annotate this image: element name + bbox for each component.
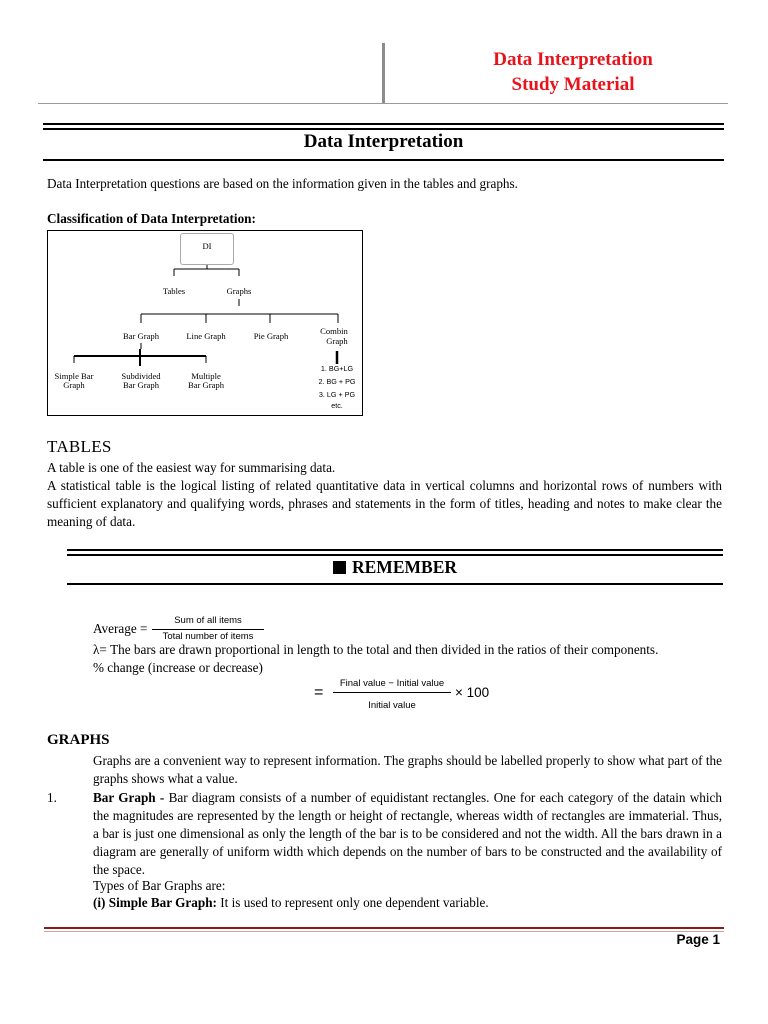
page-title: Data Interpretation [303, 131, 464, 152]
diagram-combo-1: 1. BG+LG [320, 364, 354, 373]
bar-graph-paragraph [93, 789, 722, 879]
remember-heading [67, 557, 723, 578]
average-denominator: Total number of items [162, 631, 254, 642]
tables-heading: TABLES [47, 437, 112, 456]
graphs-paragraph: Graphs are a convenient way to represent information. The graphs should be labelled properly to show what part of the graphs shows what a value. [93, 753, 722, 786]
intro-text: Data Interpretation questions are based on the information given in the tables and graphs. [47, 176, 518, 191]
footer-rule [44, 927, 724, 929]
percent-change-equals: = [314, 684, 324, 701]
classification-heading: Classification of Data Interpretation: [47, 211, 256, 226]
diagram-node-combin: Combin [320, 326, 348, 336]
percent-change-numerator: Final value − Initial value [339, 678, 445, 689]
page-number: Page 1 [676, 932, 720, 947]
diagram-combo-2: 2. BG + PG [318, 377, 356, 386]
diagram-node-multiple: Multiple [191, 371, 221, 381]
header-divider-horizontal [38, 103, 728, 104]
average-numerator: Sum of all items [174, 615, 242, 626]
percent-change-denominator: Initial value [368, 700, 416, 711]
footer-rule-shadow [44, 931, 724, 932]
lambda-line: λ= The bars are drawn proportional in length to the total and then divided in the ratios of their components. [93, 642, 659, 657]
diagram-combo-3: 3. LG + PG [318, 390, 356, 399]
percent-change-label: % change (increase or decrease) [93, 660, 263, 675]
diagram-node-combin-graph: Graph [326, 336, 348, 346]
tables-paragraph-1: A table is one of the easiest way for summarising data. [47, 460, 336, 475]
diagram-node-graphs: Graphs [226, 286, 252, 296]
average-label: Average = [93, 621, 148, 636]
simple-bar-graph-line [93, 894, 722, 912]
header-divider-vertical [382, 43, 385, 104]
header-title-line2: Study Material [511, 74, 635, 95]
graphs-heading: GRAPHS [47, 732, 110, 748]
title-rule-top [43, 123, 724, 130]
diagram-node-bar-graph: Bar Graph [122, 331, 160, 341]
diagram-node-simple-bar-graph: Graph [63, 380, 85, 390]
header-title-line1: Data Interpretation [493, 49, 653, 70]
average-fraction-bar [152, 629, 264, 630]
remember-rule-top [67, 549, 723, 556]
bar-graph-text: Bar diagram consists of a number of equidistant rectangles. One for each category of the datain which the magnitudes are represented by the length or height of rectangle, whereas width of rectangles are immaterial. Thus, a bar is just one dimensional as only the length of the bar is to be considered and not the width. All the bars drawn in a diagram are generally of uniform width which depends on the number of bars to be constructed and the availability of the space. [93, 790, 722, 877]
diagram-node-pie-graph: Pie Graph [253, 331, 289, 341]
simple-bar-graph-text: It is used to represent only one dependent variable. [216, 895, 489, 910]
diagram-node-line-graph: Line Graph [186, 331, 226, 341]
remember-heading-text: REMEMBER [352, 557, 457, 577]
diagram-node-multiple-bar: Bar Graph [187, 380, 225, 390]
percent-change-fraction-bar [333, 692, 451, 693]
simple-bar-graph-title: (i) Simple Bar Graph: [93, 895, 217, 910]
diagram-combo-etc: etc. [331, 401, 343, 410]
tables-paragraph-2: A statistical table is the logical listing of related quantitative data in vertical columns and horizontal rows of numbers with sufficient explanatory and qualifying words, phrases and statements in the form of titles, heading and notes to make clear the meaning of data. [47, 478, 722, 529]
bar-graph-types-line: Types of Bar Graphs are: [93, 878, 226, 893]
remember-rule-bottom [67, 583, 723, 585]
bar-graph-title: Bar Graph - [93, 790, 165, 805]
diagram-node-di: DI [202, 241, 212, 251]
diagram-node-subdivided-bar: Bar Graph [122, 380, 160, 390]
diagram-node-subdivided: Subdivided [121, 371, 161, 381]
diagram-node-tables: Tables [162, 286, 186, 296]
percent-change-multiplier: × 100 [455, 685, 490, 700]
remember-square-icon [333, 561, 346, 574]
title-rule-bottom [43, 159, 724, 161]
classification-diagram [47, 230, 363, 416]
list-item-number: 1. [47, 790, 57, 805]
diagram-node-simple-bar: Simple Bar [54, 371, 94, 381]
